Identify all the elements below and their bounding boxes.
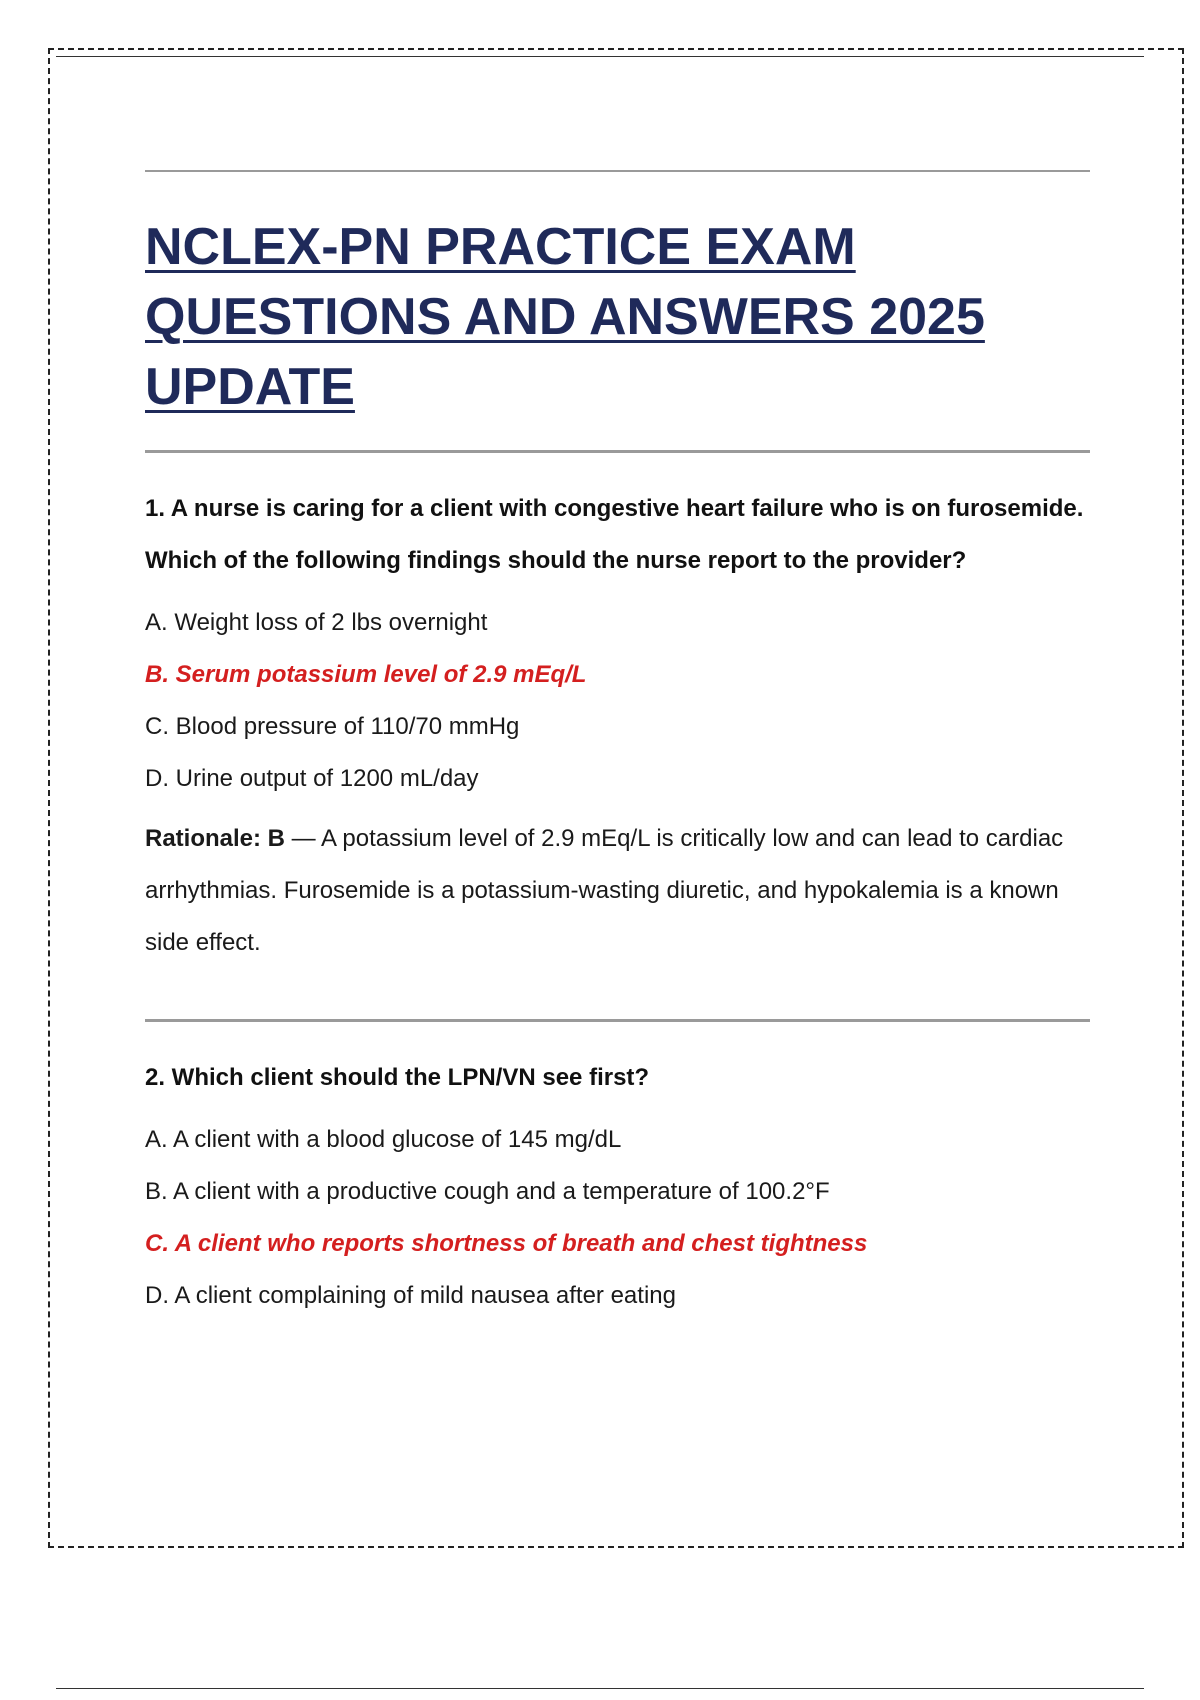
question-1-option-b-correct: B. Serum potassium level of 2.9 mEq/L [145,661,587,688]
question-1-options [145,597,1090,805]
question-1-stem: 1. A nurse is caring for a client with congestive heart failure who is on furosemide. Which of the following findings should the nurse report to the provider? [145,495,1084,574]
question-2-option-c-correct: C. A client who reports shortness of breath and chest tightness [145,1230,868,1257]
question-1 [145,483,1090,969]
frame-top-line [56,56,1144,57]
question-1-rationale [145,813,1090,969]
question-1-option-c: C. Blood pressure of 110/70 mmHg [145,713,520,740]
top-divider [145,170,1090,172]
question-2-options [145,1114,1090,1322]
title-line-3: UPDATE [145,358,355,416]
question-2-option-a: A. A client with a blood glucose of 145 mg/dL [145,1126,622,1153]
page-bottom-line [56,1688,1144,1689]
question-2-option-d: D. A client complaining of mild nausea after eating [145,1282,676,1309]
document-title [145,212,1090,422]
rationale-label: Rationale: B [145,825,286,852]
document-content [145,170,1090,1322]
question-1-option-d: D. Urine output of 1200 mL/day [145,765,479,792]
question-1-option-a: A. Weight loss of 2 lbs overnight [145,609,488,636]
title-divider [145,450,1090,453]
rationale-text: — A potassium level of 2.9 mEq/L is critically low and can lead to cardiac arrhythmias. Furosemide is a potassium-wasting diuretic, and hypokalemia is a known side effect. [145,825,1064,956]
title-line-1: NCLEX-PN PRACTICE EXAM [145,218,856,276]
question-divider [145,1019,1090,1022]
question-2 [145,1052,1090,1322]
question-2-option-b: B. A client with a productive cough and a temperature of 100.2°F [145,1178,830,1205]
question-2-stem: 2. Which client should the LPN/VN see first? [145,1064,650,1091]
title-line-2: QUESTIONS AND ANSWERS 2025 [145,288,985,346]
